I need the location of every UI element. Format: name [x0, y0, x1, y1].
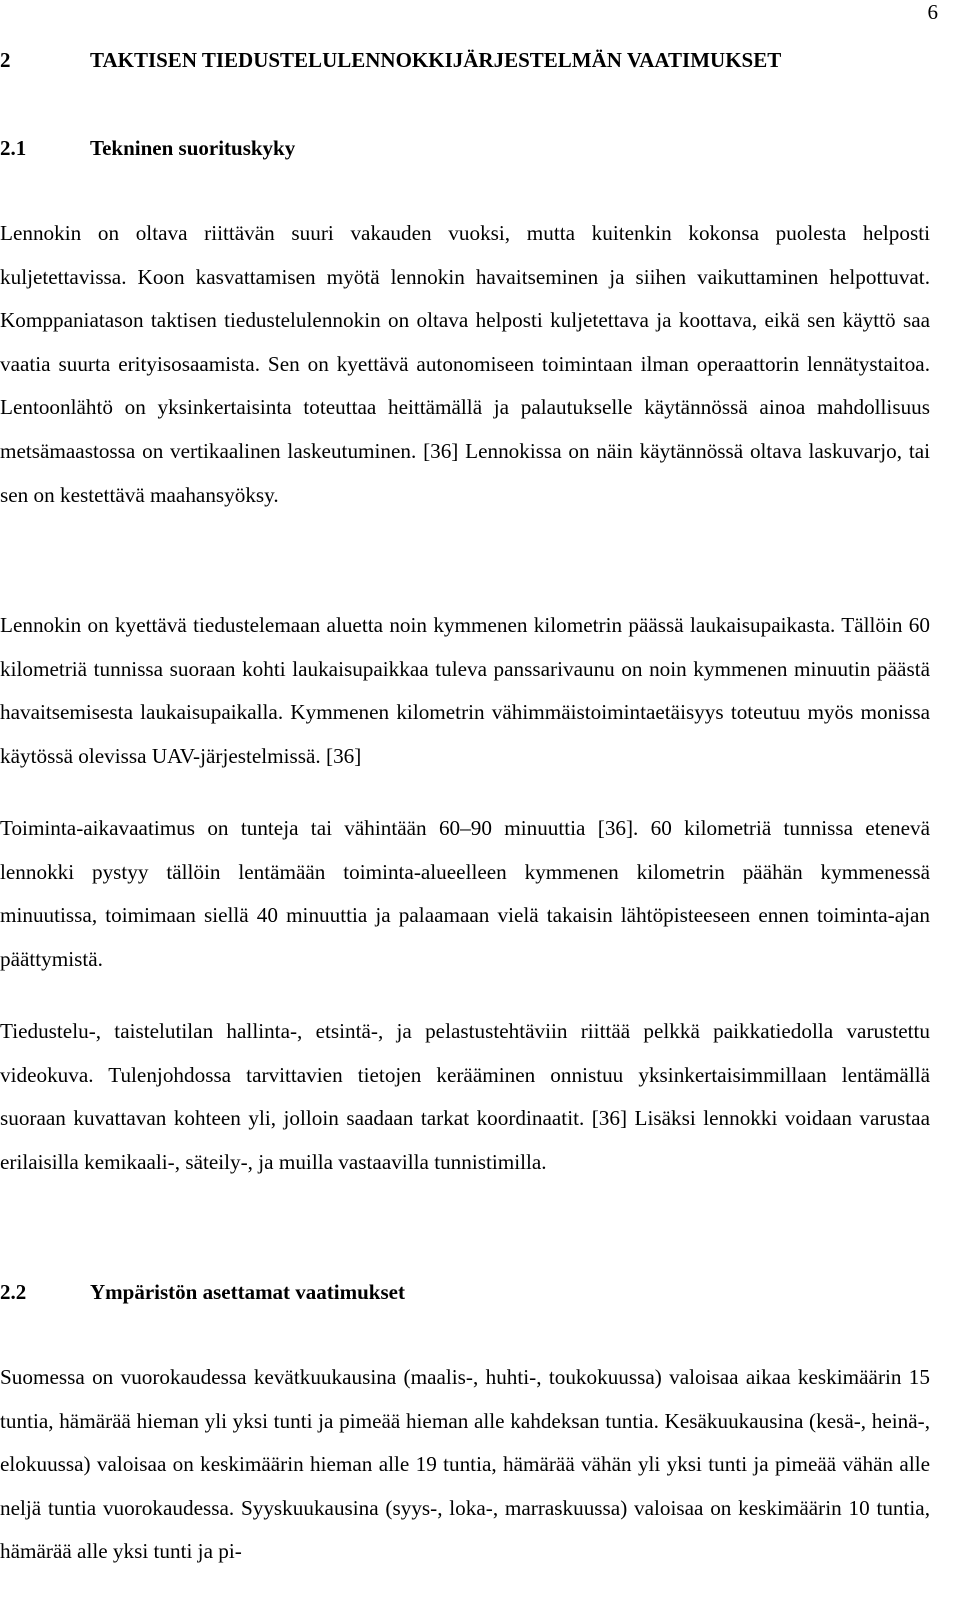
page-number: 6 — [927, 0, 938, 24]
paragraph: Tiedustelu-, taistelutilan hallinta-, etsintä-, ja pelastustehtäviin riittää pelkkä paikkatiedolla varustettu videokuva. Tulenjohdossa tarvittavien tietojen kerääminen onnistuu yksinkertaisimmillaan lentämällä suoraan kuvattavan kohteen yli, jolloin saadaan tarkat koordinaatit. [36] Lisäksi lennokki voidaan varustaa erilaisilla kemikaali-, säteily-, ja muilla vastaavilla tunnistimilla. — [0, 1019, 930, 1174]
section-title: Ympäristön asettamat vaatimukset — [90, 1280, 405, 1304]
section-number: 2.1 — [0, 136, 27, 160]
chapter-number: 2 — [0, 48, 11, 72]
paragraph: Toiminta-aikavaatimus on tunteja tai vähintään 60–90 minuuttia [36]. 60 kilometriä tunnissa etenevä lennokki pystyy tällöin lentämään toiminta-alueelleen kymmenen kilometrin päähän kymmenessä minuutissa, toimimaan siellä 40 minuuttia ja palaamaan vielä takaisin lähtöpisteeseen ennen toiminta-ajan päättymistä. — [0, 816, 930, 971]
paragraph: Lennokin on oltava riittävän suuri vakauden vuoksi, mutta kuitenkin kokonsa puolesta helposti kuljetettavissa. Koon kasvattamisen myötä lennokin havaitseminen ja siihen vaikuttaminen helpottuvat. Komppaniatason taktisen tiedustelulennokin on oltava helposti kuljetettava ja koottava, eikä sen käyttö saa vaatia suurta erityisosaamista. Sen on kyettävä autonomiseen toimintaan ilman operaattorin lennätystaitoa. Lentoonlähtö on yksinkertaisinta toteuttaa heittämällä ja palautukselle käytännössä ainoa mahdollisuus metsämaastossa on vertikaalinen laskeutuminen. [36] Lennokissa on näin käytännössä oltava laskuvarjo, tai sen on kestettävä maahansyöksy. — [0, 221, 930, 507]
paragraph: Suomessa on vuorokaudessa kevätkuukausina (maalis-, huhti-, toukokuussa) valoisaa aikaa keskimäärin 15 tuntia, hämärää hieman yli yksi tunti ja pimeää hieman alle kahdeksan tuntia. Kesäkuukausina (kesä-, heinä-, elokuussa) valoisaa on keskimäärin hieman alle 19 tuntia, hämärää vähän yli yksi tunti ja pimeää vähän alle neljä tuntia vuorokaudessa. Syyskuukausina (syys-, loka-, marraskuussa) valoisaa on keskimäärin 10 tuntia, hämärää alle yksi tunti ja pi- — [0, 1365, 930, 1564]
section-title: Tekninen suorituskyky — [90, 136, 296, 160]
chapter-heading — [0, 47, 782, 73]
section-heading-2-1 — [0, 135, 296, 161]
paragraph: Lennokin on kyettävä tiedustelemaan aluetta noin kymmenen kilometrin päässä laukaisupaikasta. Tällöin 60 kilometriä tunnissa suoraan kohti laukaisupaikkaa tuleva panssarivaunu on noin kymmenen minuutin päästä havaitsemisesta laukaisupaikalla. Kymmenen kilometrin vähimmäistoimintaetäisyys toteutuu myös monissa käytössä olevissa UAV-järjestelmissä. [36] — [0, 613, 930, 768]
section-number: 2.2 — [0, 1280, 27, 1304]
chapter-title: TAKTISEN TIEDUSTELULENNOKKIJÄRJESTELMÄN VAATIMUKSET — [90, 48, 782, 72]
section-heading-2-2 — [0, 1279, 405, 1305]
